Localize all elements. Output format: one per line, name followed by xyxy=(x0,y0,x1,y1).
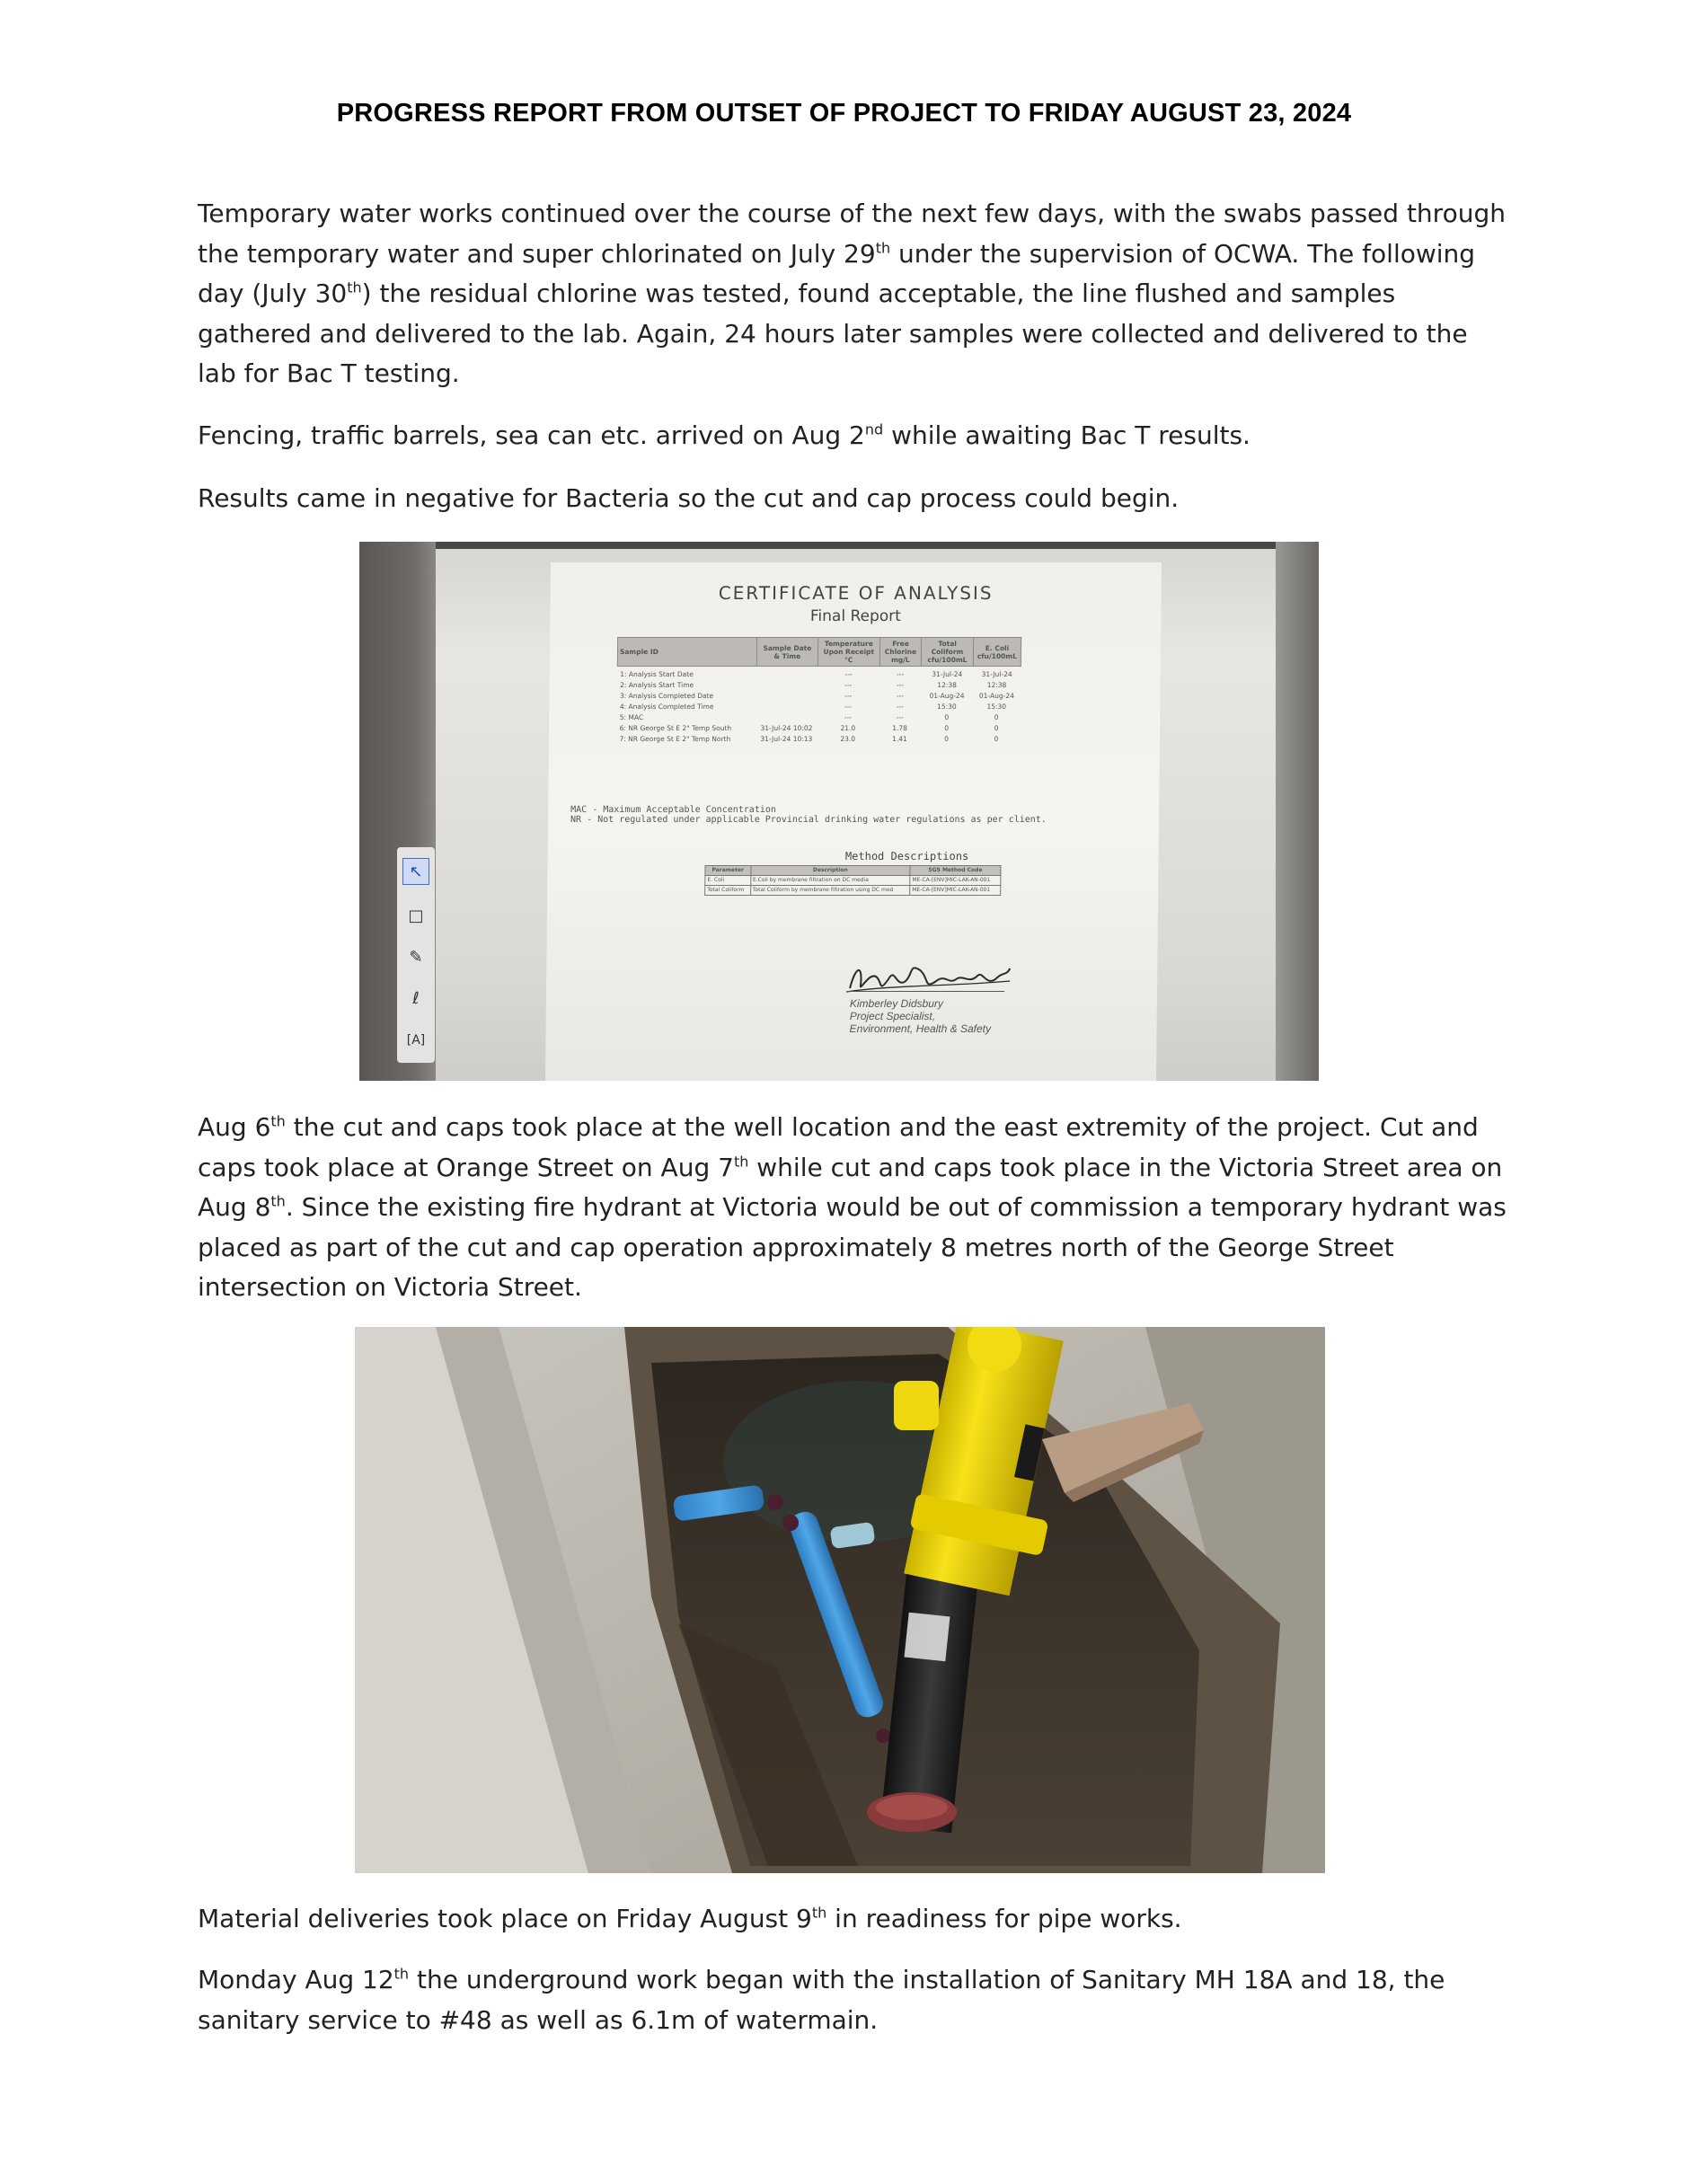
method-descriptions-heading: Method Descriptions xyxy=(844,850,969,862)
table-row: 1: Analysis Start Date --- --- 31-Jul-24 31-Jul-24 xyxy=(620,670,1012,678)
table-header: Parameter xyxy=(705,866,751,876)
text-box-icon: [A] xyxy=(406,1033,426,1048)
paragraph-fencing: Fencing, traffic barrels, sea can etc. arrived on Aug 2nd while awaiting Bac T results. xyxy=(198,420,1251,450)
paragraph-underground-work: Monday Aug 12th the underground work began with the installation of Sanitary MH 18A and 18, the sanitary service to #48 as well as 6.1m of watermain. xyxy=(198,1965,1445,2035)
table-header: E. Coli cfu/100mL xyxy=(973,638,1021,667)
handwritten-signature xyxy=(843,958,1013,998)
signature-line xyxy=(847,991,1004,992)
highlight-pen-icon: ✎ xyxy=(409,948,423,967)
report-title: PROGRESS REPORT FROM OUTSET OF PROJECT TO FRIDAY AUGUST 23, 2024 xyxy=(336,99,1352,128)
signer-block xyxy=(850,997,992,1035)
method-descriptions-table xyxy=(704,865,1001,896)
certificate-heading: CERTIFICATE OF ANALYSIS xyxy=(718,582,994,604)
table-header: Sample Date & Time xyxy=(756,638,817,667)
pdf-annotation-toolbar xyxy=(397,847,435,1063)
table-row: 6: NR George St E 2" Temp South 31-Jul-24 10:02 21.0 1.78 0 0 xyxy=(619,724,999,732)
select-cursor-icon: ↖ xyxy=(402,858,429,885)
certificate-page xyxy=(545,562,1162,1081)
table-row: E. Coli E.Coli by membrane filtration on DC media ME-CA-[ENV]MIC-LAK-AN-001 xyxy=(705,876,1001,886)
table-row: 2: Analysis Start Time --- --- 12:38 12:38 xyxy=(620,681,1007,689)
table-row: 5: MAC --- --- 0 0 xyxy=(619,713,999,721)
add-comment-icon: □ xyxy=(408,906,424,925)
certificate-results-table xyxy=(616,637,1021,745)
certificate-notes: MAC - Maximum Acceptable Concentration NR - Not regulated under applicable Provincial drinking water regulations as per client. xyxy=(570,805,1047,825)
table-row: 3: Analysis Completed Date --- --- 01-Aug-24 01-Aug-24 xyxy=(619,692,1014,700)
table-header: SGS Method Code xyxy=(910,866,1001,876)
table-header: Free Chlorine mg/L xyxy=(879,638,922,667)
signer-department: Environment, Health & Safety xyxy=(849,1022,992,1035)
monitor-screen xyxy=(436,549,1278,1081)
signer-title: Project Specialist, xyxy=(849,1010,936,1022)
certificate-of-analysis-photo xyxy=(359,542,1319,1081)
monitor-edge xyxy=(1276,542,1319,1081)
paragraph-results: Results came in negative for Bacteria so the cut and cap process could begin. xyxy=(198,483,1180,513)
temporary-hydrant-photo xyxy=(355,1327,1325,1873)
table-header: Description xyxy=(751,866,910,876)
paragraph-chlorination: Temporary water works continued over the course of the next few days, with the swabs passed through the temporary water and super chlorinated on July 29th under the supervision of OCWA. The following day (July 30th) the residual chlorine was tested, found acceptable, the line flushed and samples gathered and delivered to the lab. Again, 24 hours later samples were collected and delivered to the lab for Bac T testing. xyxy=(198,199,1506,388)
paragraph-material-deliveries: Material deliveries took place on Friday August 9th in readiness for pipe works. xyxy=(198,1904,1182,1933)
draw-freehand-icon: ℓ xyxy=(412,989,420,1008)
certificate-subheading: Final Report xyxy=(809,607,901,625)
table-header: Temperature Upon Receipt °C xyxy=(817,638,879,667)
table-row: 7: NR George St E 2" Temp North 31-Jul-24 10:13 23.0 1.41 0 0 xyxy=(619,735,999,743)
table-header: Sample ID xyxy=(617,638,756,667)
table-header: Total Coliform cfu/100mL xyxy=(922,638,974,667)
signer-name: Kimberley Didsbury xyxy=(849,997,944,1010)
table-row: 4: Analysis Completed Time --- --- 15:30 15:30 xyxy=(619,703,1007,711)
paragraph-cut-and-caps: Aug 6th the cut and caps took place at the well location and the east extremity of the project. Cut and caps took place at Orange Street on Aug 7th while cut and caps took place in the Victoria Street area on Aug 8th. Since the existing fire hydrant at Victoria would be out of commission a temporary hydrant was placed as part of the cut and cap operation approximately 8 metres north of the George Street intersection on Victoria Street. xyxy=(198,1112,1507,1302)
table-row: Total Coliform Total Coliform by membrane filtration using DC med ME-CA-[ENV]MIC-LAK-AN-001 xyxy=(705,886,1001,896)
